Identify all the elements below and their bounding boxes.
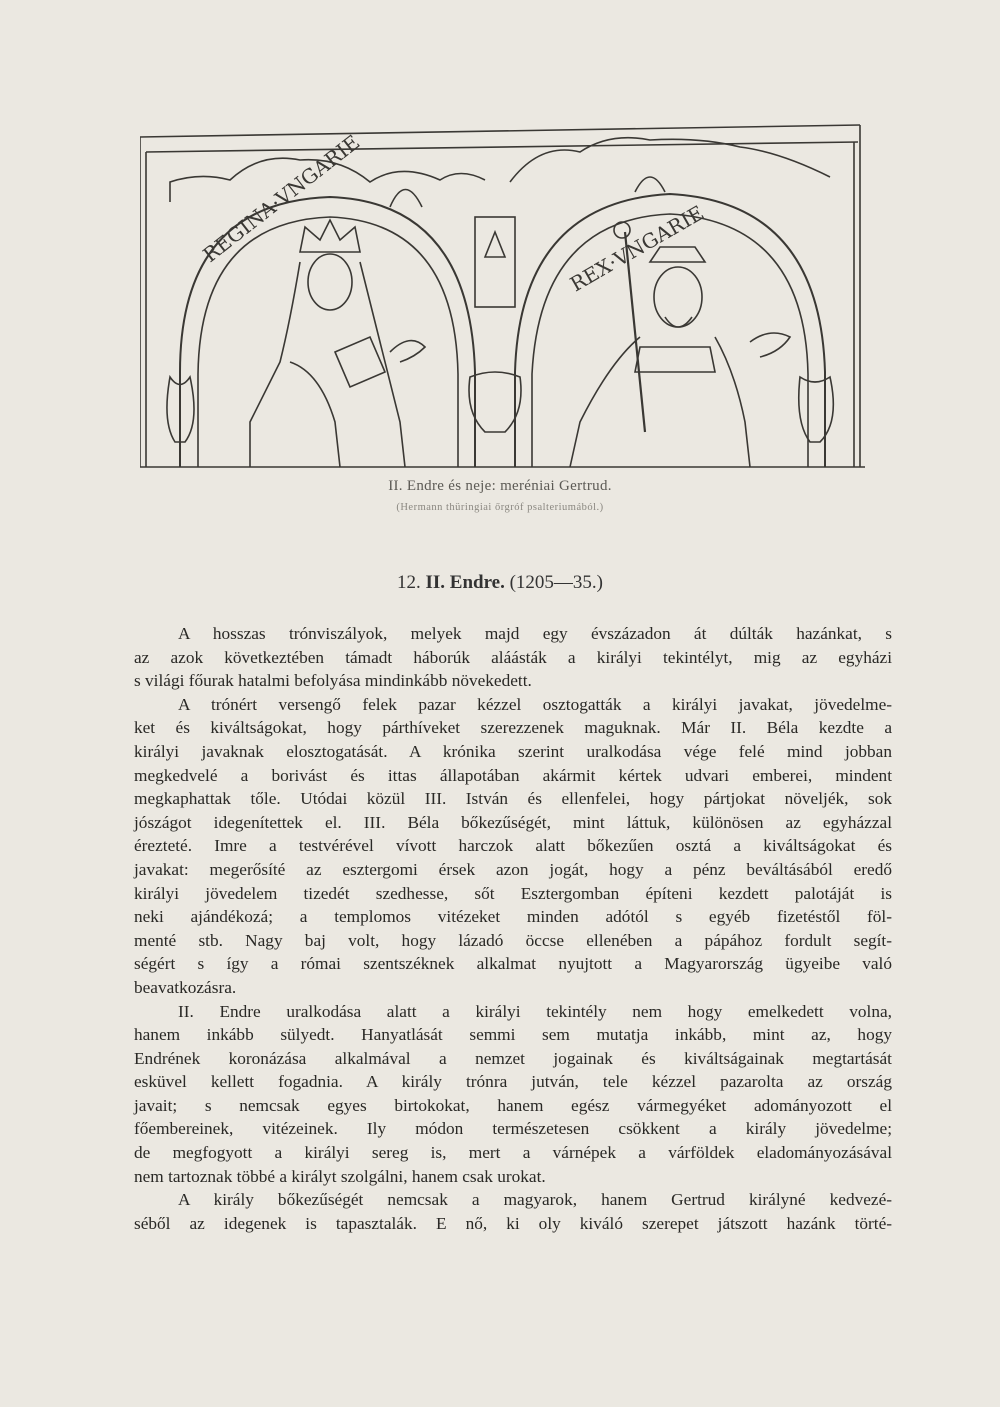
figure-caption: II. Endre és neje: meréniai Gertrud. bbox=[388, 478, 612, 494]
text-line: menté stb. Nagy baj volt, hogy lázadó öccse ellenében a pápához fordult segít- bbox=[134, 930, 892, 950]
text-line: királyi javaknak elosztogatását. A krónika szerint uralkodása vége felé mind jobban bbox=[134, 741, 892, 761]
text-line: ségért s így a római szentszéknek alkalmat nyujtott a Magyarország ügyeibe való bbox=[134, 954, 892, 974]
text-line: Endrének koronázása alkalmával a nemzet jogainak és kiváltságainak megtartását bbox=[134, 1048, 892, 1068]
chapter-number: 12. bbox=[396, 572, 421, 593]
paragraph bbox=[134, 622, 892, 693]
paragraph bbox=[134, 693, 892, 1000]
manuscript-illustration bbox=[140, 122, 865, 472]
text-line: A király bőkezűségét nemcsak a magyarok, hanem Gertrud királyné kedvezé- bbox=[178, 1190, 892, 1210]
queen-figure bbox=[250, 220, 425, 467]
text-line: A trónért versengő felek pazar kézzel osztogatták a királyi javakat, jövedelme- bbox=[178, 694, 892, 714]
chapter-title: II. Endre. bbox=[425, 572, 505, 593]
text-line: II. Endre uralkodása alatt a királyi tekintély nem hogy emelkedett volna, bbox=[178, 1001, 892, 1021]
text-line: de megfogyott a királyi sereg is, mert a várnépek a várföldek eladományozásával bbox=[134, 1143, 892, 1163]
text-line: neki ajándékozá; a templomos vitézeket minden adótól s egyéb fizetéstől föl- bbox=[134, 907, 892, 927]
text-line: megkedvelé a borivást és ittas állapotában akármit kértek udvari emberei, mindent bbox=[134, 765, 892, 785]
text-line: királyi jövedelem tizedét szedhesse, sőt Esztergomban építeni kezdett palotáját is bbox=[134, 883, 892, 903]
text-line: hanem inkább sülyedt. Hanyatlását semmi sem mutatja inkább, mint az, hogy bbox=[134, 1025, 892, 1045]
text-line: beavatkozásra. bbox=[134, 977, 237, 997]
text-line: érezteté. Imre a testvérével vívott harczok alatt bőkezűen osztá a kiváltságokat és bbox=[134, 836, 892, 856]
text-line: javakat: megerősíté az esztergomi érsek azon jogát, hogy a pénz beváltásából eredő bbox=[134, 859, 892, 879]
chapter-heading bbox=[0, 572, 1000, 594]
text-line: megkaphattak tőle. Utódai közül III. István és ellenfelei, hogy pártjokat növeljék, sok bbox=[134, 789, 892, 809]
paragraph bbox=[134, 1000, 892, 1189]
figure-source-note: (Hermann thüringiai őrgróf psalteriumából.) bbox=[396, 502, 604, 513]
text-line: az azok következtében támadt háborúk aláásták a királyi tekintélyt, mig az egyházi bbox=[134, 647, 892, 667]
text-line: A hosszas trónviszályok, melyek majd egy évszázadon át dúlták hazánkat, s bbox=[178, 624, 892, 643]
text-line: javait; s nemcsak egyes birtokokat, hanem egész vármegyéket adományozott el bbox=[134, 1095, 892, 1115]
paragraph bbox=[134, 1188, 892, 1235]
text-line: ket és kiváltságokat, hogy párthíveket szerezzenek maguknak. Már II. Béla kezdte a bbox=[134, 718, 892, 738]
text-line: nem tartoznak többé a királyt szolgálni, hanem csak urokat. bbox=[134, 1166, 546, 1186]
chapter-years: (1205—35.) bbox=[509, 572, 604, 593]
inscription-left: REGINA·VNGARIE bbox=[198, 129, 365, 267]
inscription-right: REX·VNGARIE bbox=[565, 200, 708, 297]
text-line: főembereinek, vitézeinek. Ily módon természetesen csökkent a király jövedelme; bbox=[134, 1119, 892, 1139]
text-line: s világi főurak hatalmi befolyása mindinkább növekedett. bbox=[134, 671, 532, 691]
text-line: jószágot idegenítettek el. III. Béla bőkezűségét, mint láttuk, különösen az egyházzal bbox=[134, 812, 892, 832]
body-text bbox=[134, 622, 892, 1235]
text-line: esküvel kellett fogadnia. A király trónra jutván, tele kézzel pazarolta az ország bbox=[134, 1072, 892, 1092]
text-line: séből az idegenek is tapasztalák. E nő, ki oly kiváló szerepet játszott hazánk törté- bbox=[134, 1213, 892, 1233]
